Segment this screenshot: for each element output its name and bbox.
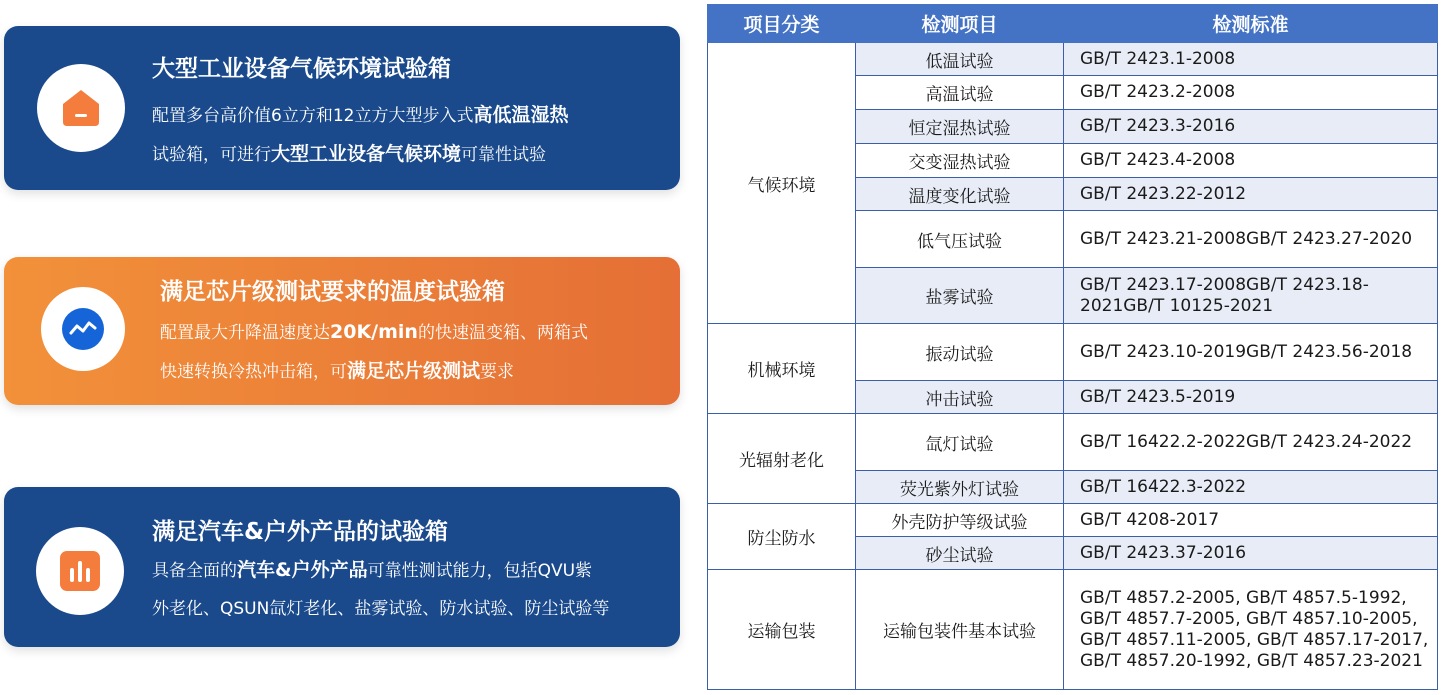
table-header-row bbox=[708, 5, 1438, 43]
item-cell: 低气压试验 bbox=[856, 211, 1064, 268]
standard-cell: GB/T 4208-2017 bbox=[1064, 504, 1438, 537]
wave-icon bbox=[60, 306, 106, 352]
item-cell: 砂尘试验 bbox=[856, 537, 1064, 570]
icon-circle bbox=[41, 287, 125, 371]
test-standards-table bbox=[707, 4, 1438, 690]
feature-card-chip bbox=[4, 257, 680, 405]
house-icon bbox=[57, 84, 105, 132]
item-cell: 氙灯试验 bbox=[856, 414, 1064, 471]
item-cell: 外壳防护等级试验 bbox=[856, 504, 1064, 537]
test-standards-table-wrapper bbox=[707, 4, 1437, 691]
standard-cell: GB/T 16422.3-2022 bbox=[1064, 471, 1438, 504]
icon-circle bbox=[37, 64, 125, 152]
bar-chart-icon bbox=[57, 548, 103, 594]
item-cell: 振动试验 bbox=[856, 324, 1064, 381]
header-category: 项目分类 bbox=[708, 5, 856, 43]
category-cell: 光辐射老化 bbox=[708, 414, 856, 504]
standard-cell: GB/T 2423.4-2008 bbox=[1064, 144, 1438, 178]
category-cell: 防尘防水 bbox=[708, 504, 856, 570]
feature-card-auto-outdoor bbox=[4, 487, 680, 647]
card-title: 满足芯片级测试要求的温度试验箱 bbox=[160, 279, 505, 305]
header-standard: 检测标准 bbox=[1064, 5, 1438, 43]
standard-cell: GB/T 2423.22-2012 bbox=[1064, 178, 1438, 211]
item-cell: 恒定湿热试验 bbox=[856, 110, 1064, 144]
category-cell: 运输包装 bbox=[708, 570, 856, 690]
item-cell: 温度变化试验 bbox=[856, 178, 1064, 211]
item-cell: 低温试验 bbox=[856, 43, 1064, 76]
standard-cell: GB/T 2423.37-2016 bbox=[1064, 537, 1438, 570]
table-row bbox=[708, 324, 1438, 381]
category-cell: 气候环境 bbox=[708, 43, 856, 324]
card-description: 配置最大升降温速度达20K/min的快速温变箱、两箱式 快速转换冷热冲击箱，可满足芯片级测试要求 bbox=[160, 321, 588, 382]
standard-cell: GB/T 2423.5-2019 bbox=[1064, 381, 1438, 414]
category-cell: 机械环境 bbox=[708, 324, 856, 414]
standard-cell: GB/T 2423.17-2008GB/T 2423.18-2021GB/T 10125-2021 bbox=[1064, 268, 1438, 324]
item-cell: 盐雾试验 bbox=[856, 268, 1064, 324]
standard-cell: GB/T 4857.2-2005, GB/T 4857.5-1992, GB/T 4857.7-2005, GB/T 4857.10-2005, GB/T 4857.11-2005, GB/T 4857.17-2017, GB/T 4857.20-1992, GB/T 4857.23-2021 bbox=[1064, 570, 1438, 690]
feature-card-climate bbox=[4, 26, 680, 190]
card-title: 大型工业设备气候环境试验箱 bbox=[152, 56, 451, 82]
table-row bbox=[708, 414, 1438, 471]
item-cell: 运输包装件基本试验 bbox=[856, 570, 1064, 690]
item-cell: 交变湿热试验 bbox=[856, 144, 1064, 178]
item-cell: 高温试验 bbox=[856, 76, 1064, 110]
card-title: 满足汽车&户外产品的试验箱 bbox=[152, 519, 449, 545]
standard-cell: GB/T 2423.1-2008 bbox=[1064, 43, 1438, 76]
card-description: 配置多台高价值6立方和12立方大型步入式高低温湿热 试验箱，可进行大型工业设备气候环境可靠性试验 bbox=[152, 104, 569, 165]
icon-circle bbox=[36, 527, 124, 615]
standard-cell: GB/T 2423.2-2008 bbox=[1064, 76, 1438, 110]
table-row bbox=[708, 504, 1438, 537]
item-cell: 荧光紫外灯试验 bbox=[856, 471, 1064, 504]
item-cell: 冲击试验 bbox=[856, 381, 1064, 414]
card-description: 具备全面的汽车&户外产品可靠性测试能力，包括QVU紫 外老化、QSUN氙灯老化、盐雾试验、防水试验、防尘试验等 bbox=[152, 559, 610, 619]
standard-cell: GB/T 2423.10-2019GB/T 2423.56-2018 bbox=[1064, 324, 1438, 381]
header-item: 检测项目 bbox=[856, 5, 1064, 43]
standard-cell: GB/T 2423.3-2016 bbox=[1064, 110, 1438, 144]
standard-cell: GB/T 16422.2-2022GB/T 2423.24-2022 bbox=[1064, 414, 1438, 471]
standard-cell: GB/T 2423.21-2008GB/T 2423.27-2020 bbox=[1064, 211, 1438, 268]
table-row bbox=[708, 570, 1438, 690]
table-row bbox=[708, 43, 1438, 76]
